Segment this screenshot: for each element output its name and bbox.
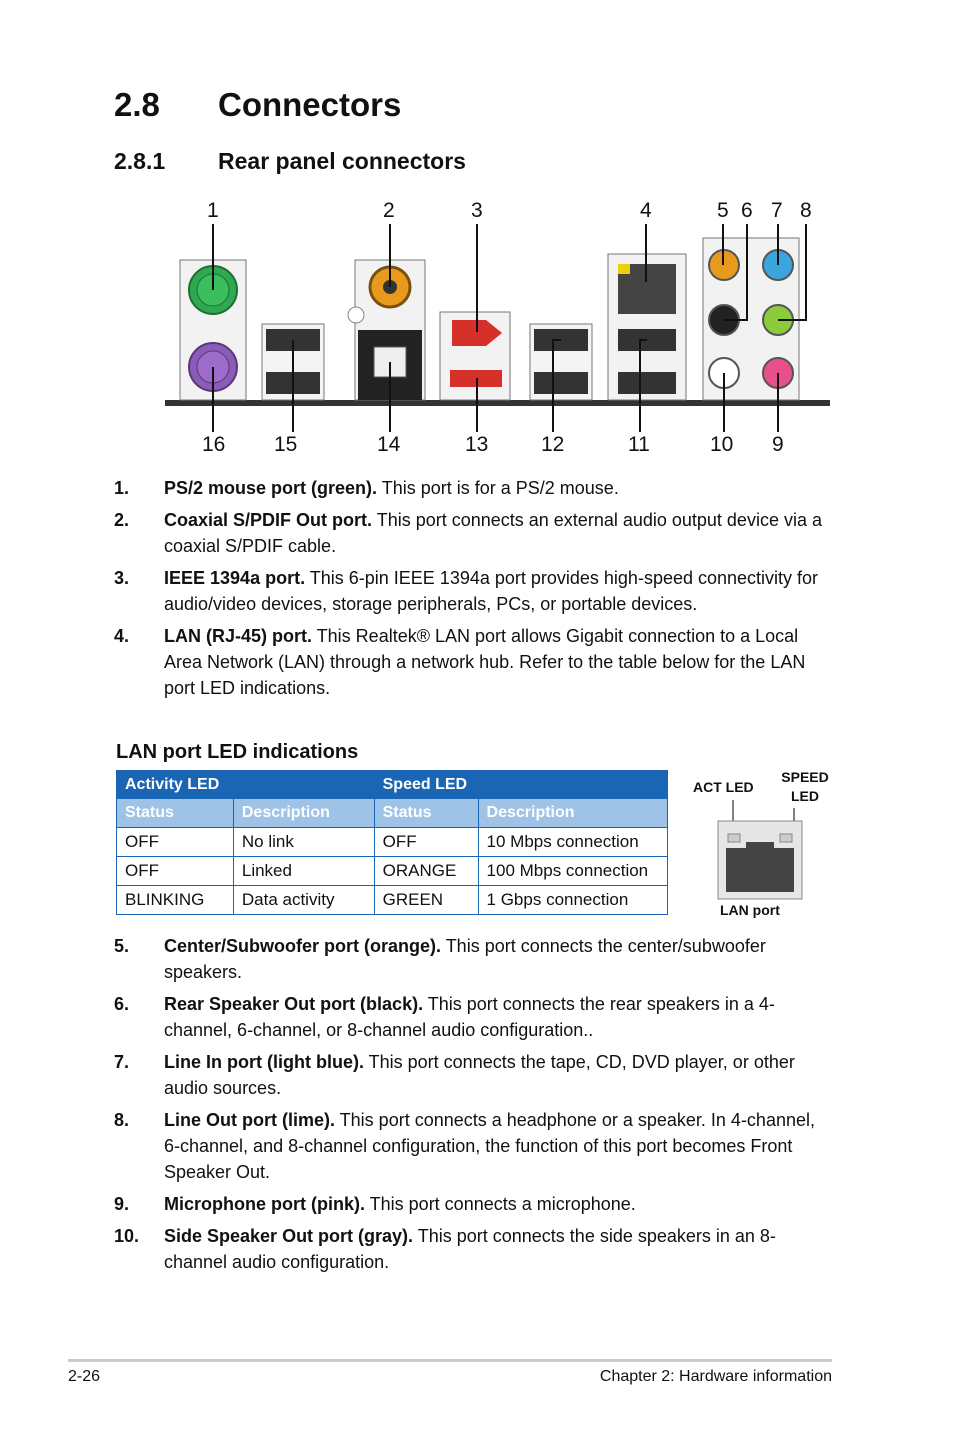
speed-led-header: Speed LED [374,771,667,799]
list-item: 2. Coaxial S/PDIF Out port. This port connects an external audio output device via a coaxial S/PDIF cable. [114,510,822,556]
list-item: 1. PS/2 mouse port (green). This port is for a PS/2 mouse. [114,478,619,498]
table-row: OFF Linked ORANGE 100 Mbps connection [117,857,668,886]
chapter-title: Chapter 2: Hardware information [599,1368,832,1385]
table-column-header: Status Description Status Description [117,799,668,828]
list-item: 9. Microphone port (pink). This port connects a microphone. [114,1194,636,1214]
footer-divider [68,1359,832,1362]
activity-led-header: Activity LED [117,771,375,799]
led-table [116,770,668,915]
label-8: 8 [800,199,812,222]
connector-list-2 [114,933,834,1281]
act-led-label: ACT LED [693,779,754,795]
label-16: 16 [202,433,226,456]
label-1: 1 [207,199,219,222]
list-item: 6. Rear Speaker Out port (black). This port connects the rear speakers in a 4-channel, 6-channel, or 8-channel audio configuration.. [114,994,775,1040]
list-item: 8. Line Out port (lime). This port connects a headphone or a speaker. In 4-channel, 6-channel, and 8-channel configuration, the function of this port becomes Front Speaker Out. [114,1110,815,1182]
list-item: 3. IEEE 1394a port. This 6-pin IEEE 1394a port provides high-speed connectivity for audio/video devices, storage peripherals, PCs, or portable devices. [114,568,819,614]
page-number: 2-26 [68,1368,101,1385]
rear-panel-diagram [150,192,850,462]
label-2: 2 [383,199,395,222]
speed-led-label-1: SPEED [781,769,829,785]
label-7: 7 [771,199,783,222]
section-title: Connectors [218,86,402,123]
list-item: 5. Center/Subwoofer port (orange). This port connects the center/subwoofer speakers. [114,936,766,982]
table-group-header [117,771,668,799]
led-table-title: LAN port LED indications [116,741,359,763]
table-row: BLINKING Data activity GREEN 1 Gbps connection [117,886,668,915]
label-9: 9 [772,433,784,456]
label-3: 3 [471,199,483,222]
label-15: 15 [274,433,298,456]
label-5: 5 [717,199,729,222]
list-item: 4. LAN (RJ-45) port. This Realtek® LAN port allows Gigabit connection to a Local Area Network (LAN) through a network hub. Refer to the table below for the LAN port LED indications. [114,626,806,698]
connector-list-1 [114,475,834,707]
list-item: 10. Side Speaker Out port (gray). This port connects the side speakers in an 8-channel audio configuration. [114,1226,776,1272]
speed-led-label-2: LED [791,788,819,804]
lan-port-diagram [688,766,838,926]
subsection-heading [114,148,466,175]
label-12: 12 [541,433,565,456]
lan-port-label: LAN port [720,902,780,918]
subsection-number: 2.8.1 [114,148,166,174]
label-10: 10 [710,433,734,456]
label-14: 14 [377,433,401,456]
subsection-title: Rear panel connectors [218,148,466,174]
list-item: 7. Line In port (light blue). This port connects the tape, CD, DVD player, or other audio sources. [114,1052,795,1098]
label-4: 4 [640,199,652,222]
label-11: 11 [628,433,650,456]
section-heading [114,86,401,124]
label-13: 13 [465,433,489,456]
section-number: 2.8 [114,86,160,123]
table-row: OFF No link OFF 10 Mbps connection [117,828,668,857]
label-6: 6 [741,199,753,222]
